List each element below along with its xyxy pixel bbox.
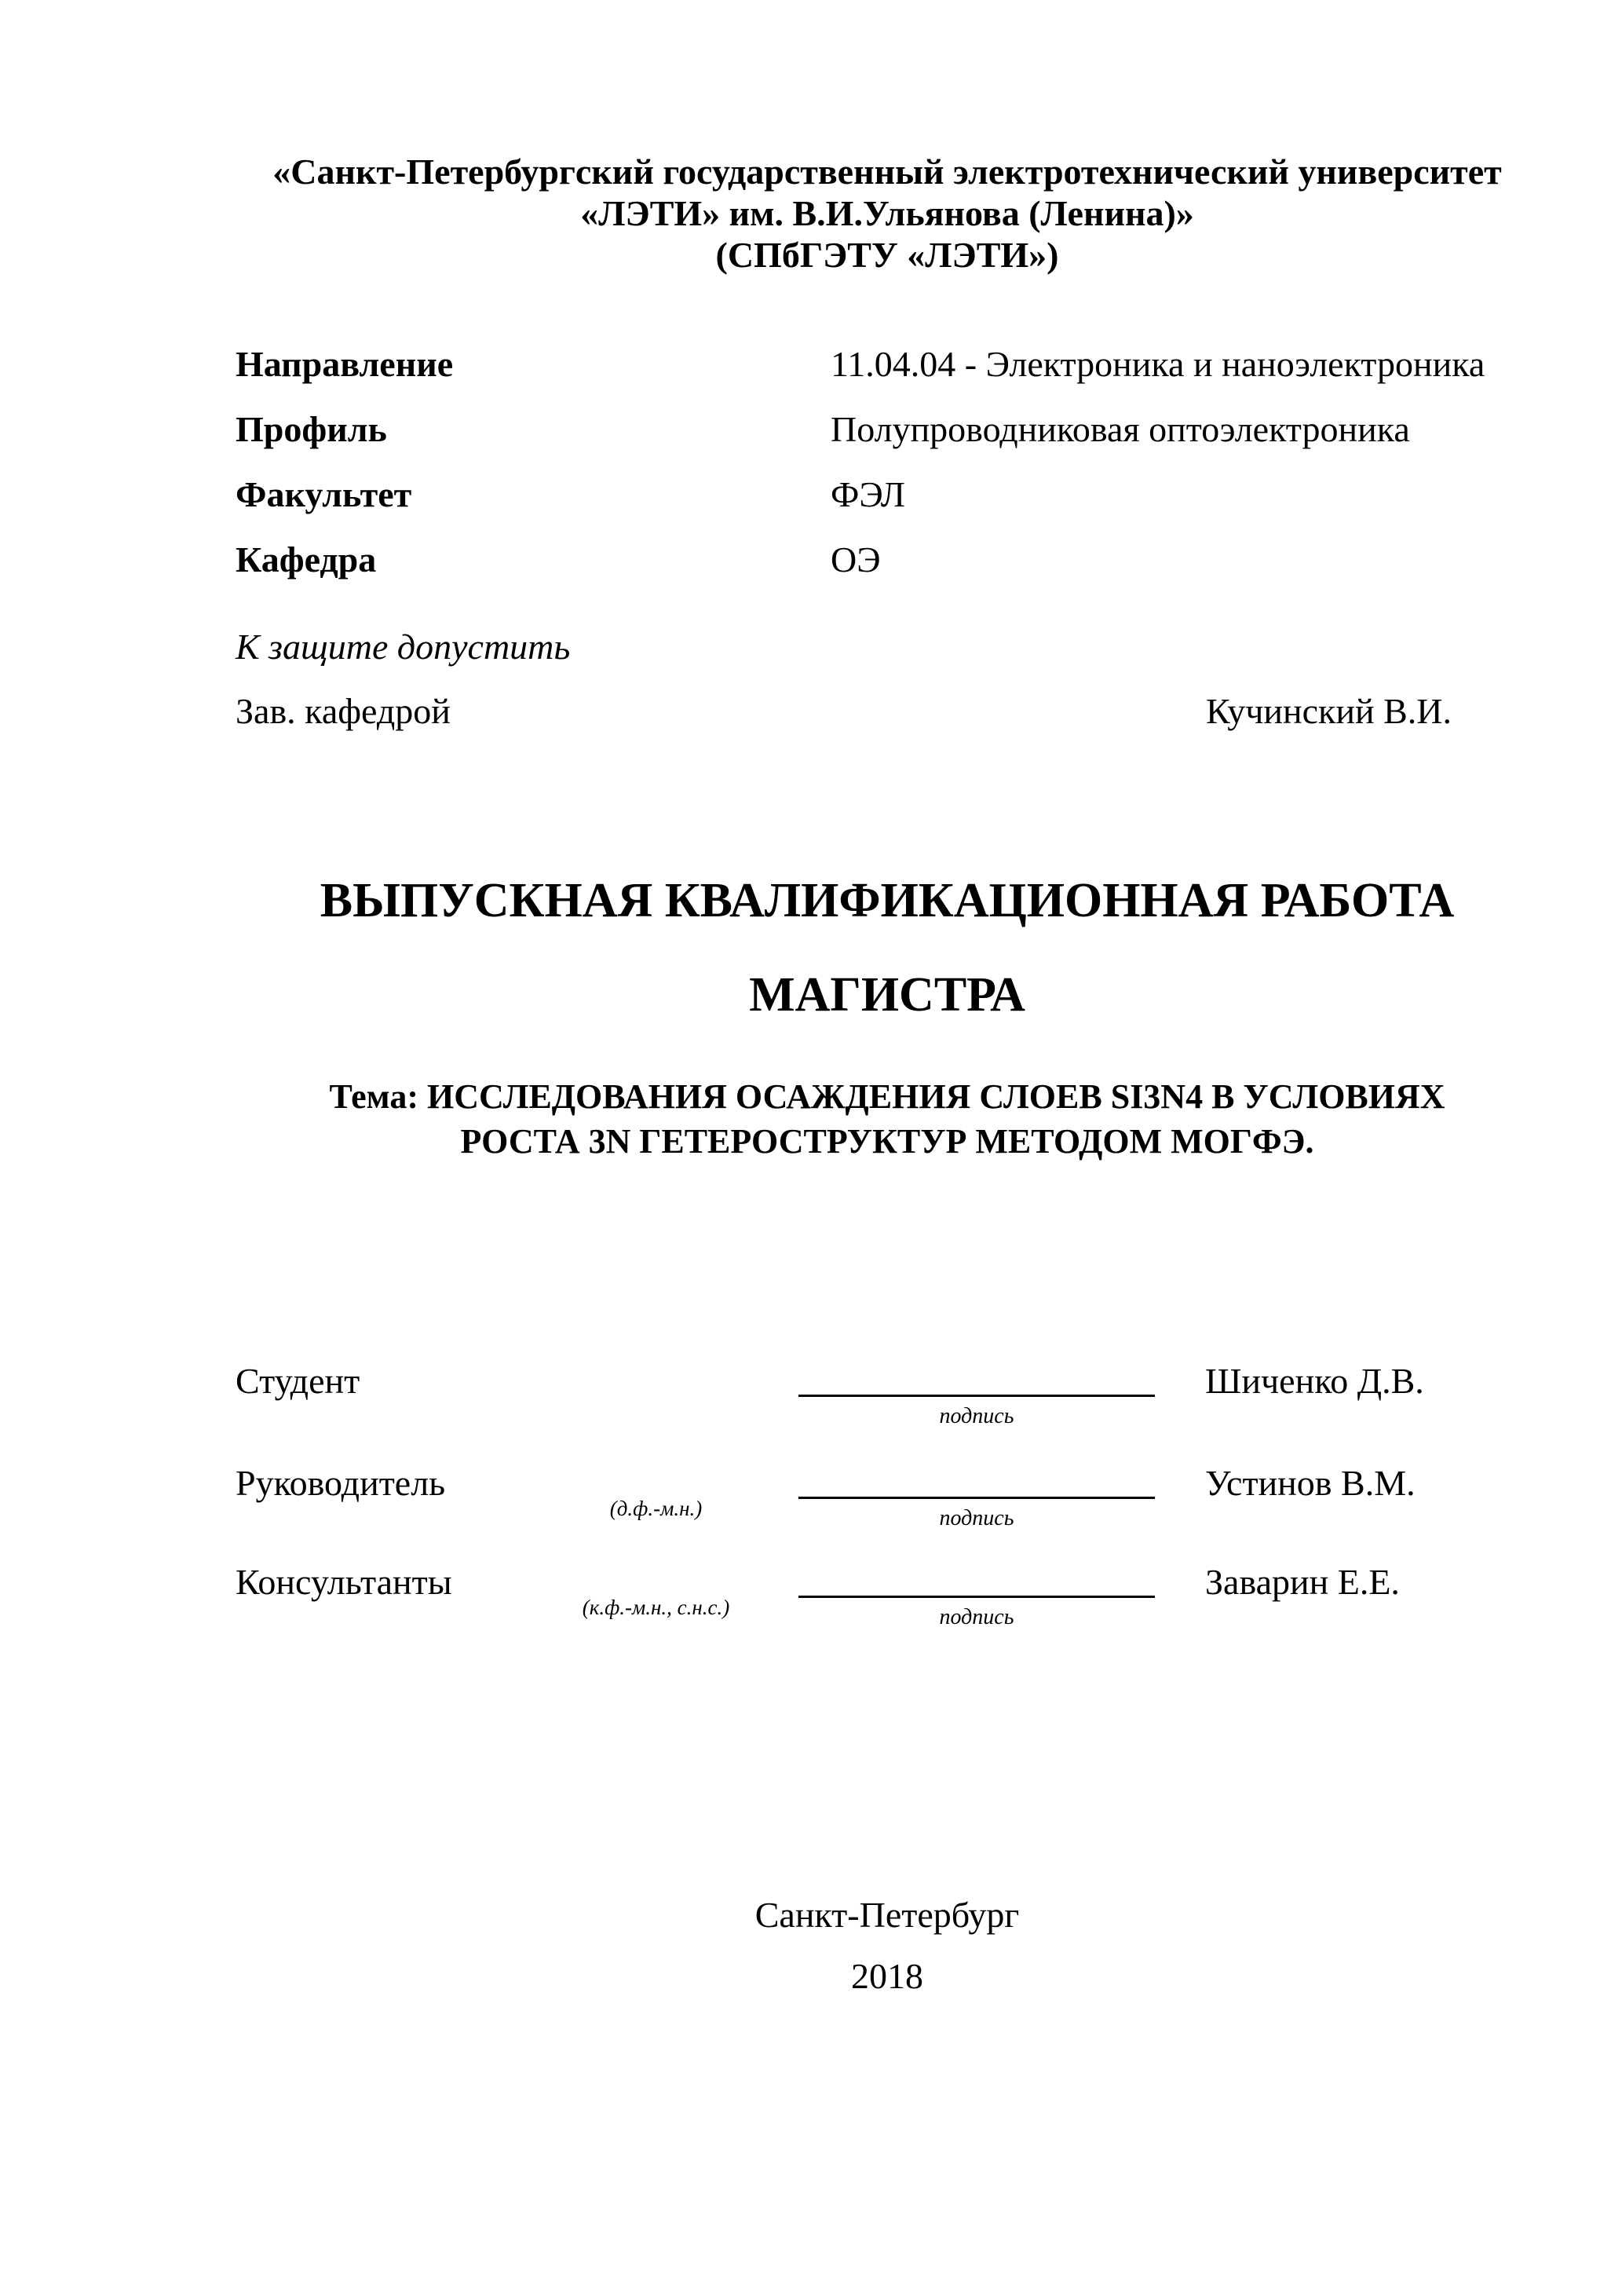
signature-role-supervisor: Руководитель	[236, 1463, 446, 1503]
thesis-topic-line-2: РОСТА 3N ГЕТЕРОСТРУКТУР МЕТОДОМ МОГФЭ.	[460, 1122, 1314, 1161]
signature-name-consultants: Заварин Е.Е.	[1205, 1562, 1400, 1602]
signature-role-consultants: Консультанты	[236, 1562, 452, 1602]
field-label-faculty: Факультет	[236, 474, 412, 514]
university-line-3: (СПбГЭТУ «ЛЭТИ»)	[715, 235, 1059, 275]
field-value-faculty: ФЭЛ	[831, 474, 906, 514]
signature-row-student	[236, 1360, 1539, 1462]
field-row-direction	[236, 343, 1539, 390]
signature-row-supervisor	[236, 1462, 1539, 1564]
signature-line	[798, 1497, 1155, 1499]
signature-name-supervisor: Устинов В.М.	[1205, 1463, 1416, 1503]
department-head-name: Кучинский В.И.	[1206, 691, 1452, 731]
field-label-department: Кафедра	[236, 539, 377, 579]
signature-row-consultants	[236, 1561, 1539, 1663]
department-head-row	[236, 690, 1539, 737]
footer-city: Санкт-Петербург	[754, 1895, 1020, 1935]
signature-line	[798, 1395, 1155, 1397]
department-head-label: Зав. кафедрой	[236, 691, 451, 731]
field-label-direction: Направление	[236, 344, 454, 384]
signature-caption: подпись	[939, 1605, 1014, 1629]
signature-caption: подпись	[939, 1506, 1014, 1530]
admission-phrase: К защите допустить	[236, 627, 571, 667]
signature-line	[798, 1596, 1155, 1598]
field-value-profile: Полупроводниковая оптоэлектроника	[831, 409, 1410, 449]
field-row-faculty	[236, 473, 1539, 521]
university-line-2: «ЛЭТИ» им. В.И.Ульянова (Ленина)»	[580, 193, 1194, 233]
main-title-line-1: ВЫПУСКНАЯ КВАЛИФИКАЦИОННАЯ РАБОТА	[320, 874, 1455, 927]
field-value-department: ОЭ	[831, 539, 881, 579]
field-value-direction: 11.04.04 - Электроника и наноэлектроника	[831, 344, 1485, 384]
main-title-line-2: МАГИСТРА	[749, 968, 1025, 1022]
field-row-profile	[236, 408, 1539, 455]
signature-degree-supervisor: (д.ф.-м.н.)	[609, 1497, 703, 1520]
signature-role-student: Студент	[236, 1361, 360, 1401]
thesis-topic	[236, 1074, 1539, 1164]
signature-degree-consultants: (к.ф.-м.н., с.н.с.)	[582, 1596, 730, 1619]
footer-year: 2018	[851, 1956, 923, 1996]
field-row-department	[236, 539, 1539, 586]
field-label-profile: Профиль	[236, 409, 387, 449]
university-line-1: «Санкт-Петербургский государственный электротехнический университет	[272, 152, 1502, 192]
university-header	[236, 151, 1539, 276]
thesis-topic-line-1: Тема: ИССЛЕДОВАНИЯ ОСАЖДЕНИЯ СЛОЕВ SI3N4 В УСЛОВИЯХ	[329, 1077, 1445, 1116]
signature-caption: подпись	[939, 1404, 1014, 1428]
signature-name-student: Шиченко Д.В.	[1205, 1361, 1424, 1401]
